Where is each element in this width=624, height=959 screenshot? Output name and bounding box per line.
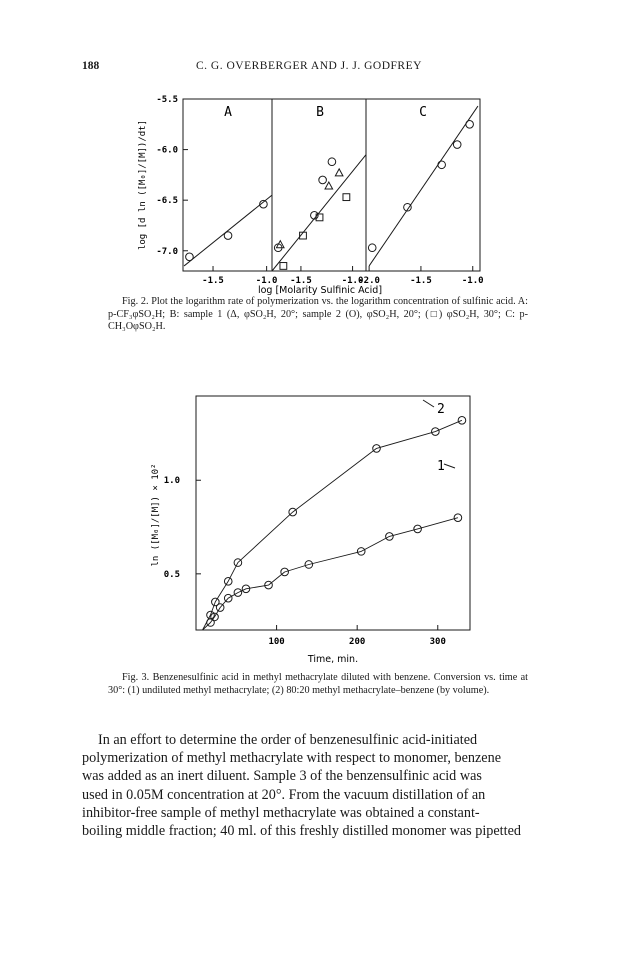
figure-2-frame bbox=[183, 99, 480, 271]
figure-2-data-point bbox=[319, 176, 327, 184]
figure-2-xtick-label: -1.0 bbox=[255, 276, 278, 286]
figure-3-frame bbox=[196, 396, 470, 630]
figure-2-data-point bbox=[453, 141, 461, 149]
figure-2-xtick-label: -1.5 bbox=[202, 276, 224, 286]
figure-2-data-point bbox=[368, 244, 376, 252]
figure-2-data-point bbox=[335, 169, 343, 176]
figure-2-data-point bbox=[325, 182, 333, 189]
body-line: boiling middle fraction; 40 ml. of this freshly distilled monomer was pipetted bbox=[82, 823, 521, 840]
figure-2-xtick-label: -1.0 bbox=[461, 276, 484, 286]
figure-2-ytick-label: -6.0 bbox=[156, 145, 178, 156]
figure-2-data-point bbox=[224, 232, 232, 240]
figure-2-panel-label: A bbox=[224, 105, 232, 120]
running-head: C. G. OVERBERGER AND J. J. GODFREY bbox=[196, 60, 422, 72]
figure-3-label-pointer bbox=[423, 400, 434, 407]
figure-3-xtick-label: 100 bbox=[268, 637, 285, 647]
figure-2-fit-line bbox=[369, 106, 478, 266]
body-line: was added as an inert diluent. Sample 3 of the benzensulfinic acid was bbox=[82, 768, 482, 785]
figure-2-xtick-label: -1.0 bbox=[341, 276, 364, 286]
figure-2-xtick-label: -2.0 bbox=[358, 276, 380, 286]
figure-3-curve bbox=[203, 420, 462, 630]
figure-2-data-point bbox=[466, 120, 474, 128]
body-line: In an effort to determine the order of benzenesulfinic acid-initiated bbox=[98, 732, 478, 748]
figure-3-data-point bbox=[458, 417, 466, 425]
figure-3-ylabel: ln ([M₀]/[M]) × 10² bbox=[151, 463, 161, 567]
figure-2-ytick-label: -7.0 bbox=[156, 246, 178, 257]
figure-3-curve-label: 1 bbox=[437, 459, 445, 474]
figure-3-label-pointer bbox=[444, 464, 455, 468]
figure-2-panel-label: C bbox=[419, 105, 427, 120]
figure-2-ytick-label: -5.5 bbox=[156, 95, 178, 105]
figure-3-caption: Fig. 3. Benzenesulfinic acid in methyl methacrylate diluted with benzene. Conversion vs. time at 30°: (1) undiluted methyl methacrylate; (2) 80:20 methyl methacrylate–benzene (by volume). bbox=[108, 672, 528, 696]
body-paragraph bbox=[82, 731, 546, 840]
figure-2 bbox=[0, 0, 624, 296]
figure-3-xtick-label: 200 bbox=[349, 637, 366, 647]
figure-3-curve-label: 2 bbox=[437, 402, 445, 417]
figure-2-data-point bbox=[280, 263, 287, 270]
figure-3 bbox=[0, 380, 624, 670]
figure-2-data-point bbox=[186, 253, 194, 261]
figure-2-xtick-label: -1.5 bbox=[410, 276, 432, 286]
figure-3-xtick-label: 300 bbox=[429, 637, 446, 647]
figure-2-data-point bbox=[438, 161, 446, 169]
figure-2-panel-label: B bbox=[316, 105, 324, 120]
body-line: inhibitor-free sample of methyl methacrylate was obtained a constant- bbox=[82, 804, 480, 821]
figure-3-xlabel: Time, min. bbox=[307, 654, 359, 665]
body-line: polymerization of methyl methacrylate with respect to monomer, benzene bbox=[82, 750, 501, 767]
figure-3-curve bbox=[203, 518, 458, 630]
figure-2-xtick-label: -1.5 bbox=[290, 276, 312, 286]
figure-2-ylabel: log [d ln ([M₀]/[M])/dt] bbox=[138, 119, 148, 251]
figure-2-fit-line bbox=[184, 195, 272, 266]
figure-2-ytick-label: -6.5 bbox=[156, 196, 178, 207]
body-line: used in 0.05M concentration at 20°. From the vacuum distillation of an bbox=[82, 786, 486, 803]
figure-2-data-point bbox=[328, 158, 336, 166]
figure-3-ytick-label: 1.0 bbox=[163, 476, 180, 487]
figure-3-data-point bbox=[454, 514, 462, 522]
page-number: 188 bbox=[82, 60, 100, 72]
figure-2-fit-line bbox=[272, 155, 366, 271]
figure-2-data-point bbox=[343, 194, 350, 201]
figure-2-xlabel: log [Molarity Sulfinic Acid] bbox=[257, 285, 383, 296]
figure-3-ytick-label: 0.5 bbox=[163, 569, 180, 580]
figure-2-caption: Fig. 2. Plot the logarithm rate of polymerization vs. the logarithm concentration of sulfinic acid. A: p-CF₃φSO₂H; B: sample 1 (Δ, φSO₂H, 20°; sample 2 (O), φSO₂H, 20°; (□) φSO₂H, 30°; C: p-CH₃OφSO₂H. bbox=[108, 296, 528, 333]
